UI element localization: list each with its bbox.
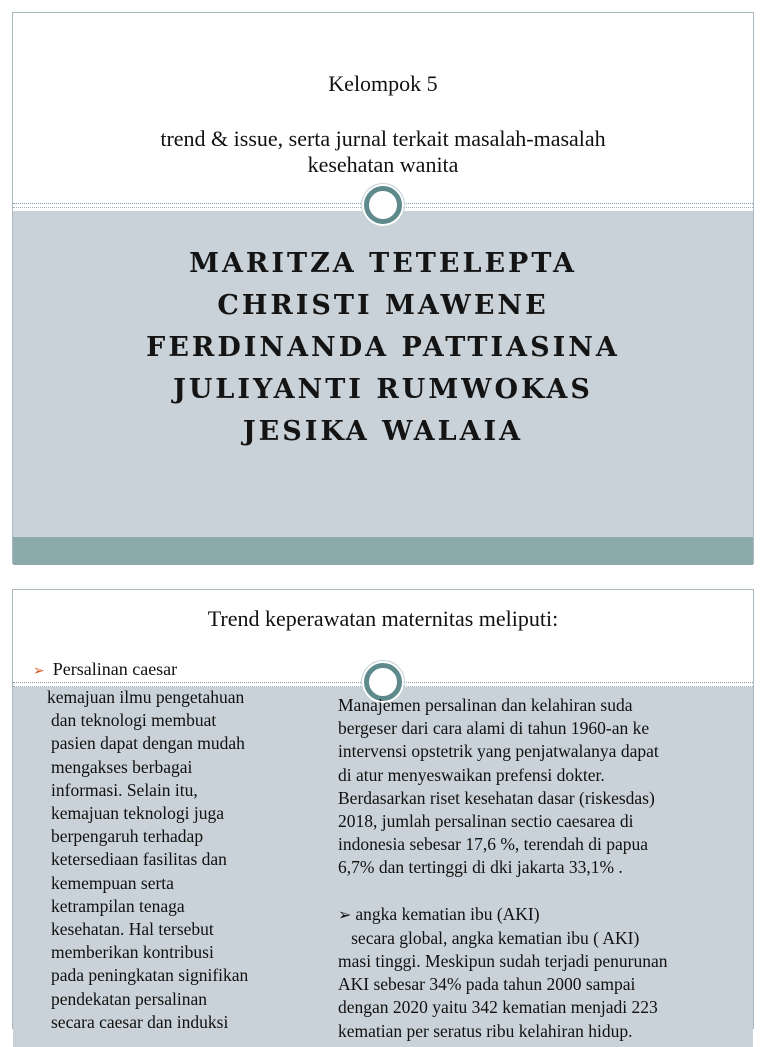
paragraph-gap (338, 880, 748, 903)
member-name: MARITZA TETELEPTA (189, 248, 577, 279)
text-line: informasi. Selain itu, (51, 779, 198, 800)
text-line: indonesia sebesar 17,6 %, terendah di papua (338, 834, 649, 855)
text-line: kemajuan teknologi juga (51, 803, 225, 824)
text-line: kemempuan serta (51, 872, 174, 893)
text-line: 6,7% dan tertinggi di dki jakarta 33,1% . (338, 857, 623, 878)
text-line: 2018, jumlah persalinan sectio caesarea di (338, 811, 634, 832)
content-slide (12, 589, 754, 1041)
bullet-label: Persalinan caesar (52, 659, 178, 679)
text-line: kesehatan. Hal tersebut (51, 919, 214, 940)
slide-title: Trend keperawatan maternitas meliputi: (207, 606, 559, 631)
member-name: JESIKA WALAIA (242, 416, 524, 447)
member-name: FERDINANDA PATTIASINA (146, 332, 620, 363)
text-line: pendekatan persalinan (51, 988, 207, 1009)
text-line: bergeser dari cara alami di tahun 1960-an ke (338, 718, 650, 739)
title-slide (12, 12, 754, 564)
member-names (13, 243, 753, 453)
arrow-bullet-icon: ➢ (33, 664, 45, 679)
text-line: masi tinggi. Meskipun sudah terjadi penurunan (338, 951, 668, 972)
subtitle-line: trend & issue, serta jurnal terkait masalah-masalah (160, 126, 606, 151)
text-line: Berdasarkan riset kesehatan dasar (riskesdas) (338, 787, 655, 808)
slide-title: Kelompok 5 (328, 71, 438, 96)
bullet-label: angka kematian ibu (AKI) (355, 903, 540, 924)
text-line: kemajuan ilmu pengetahuan (47, 687, 245, 707)
left-column-text (47, 686, 313, 1034)
slide-header (13, 13, 753, 205)
bullet-persalinan-caesar (33, 659, 177, 680)
text-line: secara caesar dan induksi (51, 1011, 229, 1032)
text-line: pada peningkatan signifikan (51, 965, 249, 986)
text-line: memberikan kontribusi (51, 942, 214, 963)
text-line: ketersediaan fasilitas dan (51, 849, 227, 870)
text-line: berpengaruh terhadap (51, 826, 204, 847)
text-line: AKI sebesar 34% pada tahun 2000 sampai (338, 974, 636, 995)
text-line: dan teknologi membuat (51, 710, 217, 731)
text-line: mengakses berbagai (51, 756, 193, 777)
text-line: dengan 2020 yaitu 342 kematian menjadi 223 (338, 997, 658, 1018)
member-name: CHRISTI MAWENE (217, 290, 549, 321)
text-line: di atur menyeswaikan prefensi dokter. (338, 764, 605, 785)
text-line: secara global, angka kematian ibu ( AKI) (338, 927, 640, 948)
text-line: intervensi opstetrik yang penjatwalanya dapat (338, 741, 659, 762)
text-line: kematian per seratus ribu kelahiran hidup. (338, 1020, 633, 1041)
text-line: Manajemen persalinan dan kelahiran suda (338, 695, 633, 715)
footer-bar (13, 537, 753, 565)
bullet-aki (338, 903, 748, 927)
member-name: JULIYANTI RUMWOKAS (173, 374, 593, 405)
slide-subtitle (103, 126, 663, 178)
circle-ornament-icon (364, 186, 402, 224)
subtitle-line: kesehatan wanita (307, 152, 459, 177)
text-line: pasien dapat dengan mudah (51, 733, 245, 754)
right-column-text (338, 694, 748, 1043)
arrow-bullet-icon: ➢ (338, 906, 352, 924)
text-line: ketrampilan tenaga (51, 895, 185, 916)
